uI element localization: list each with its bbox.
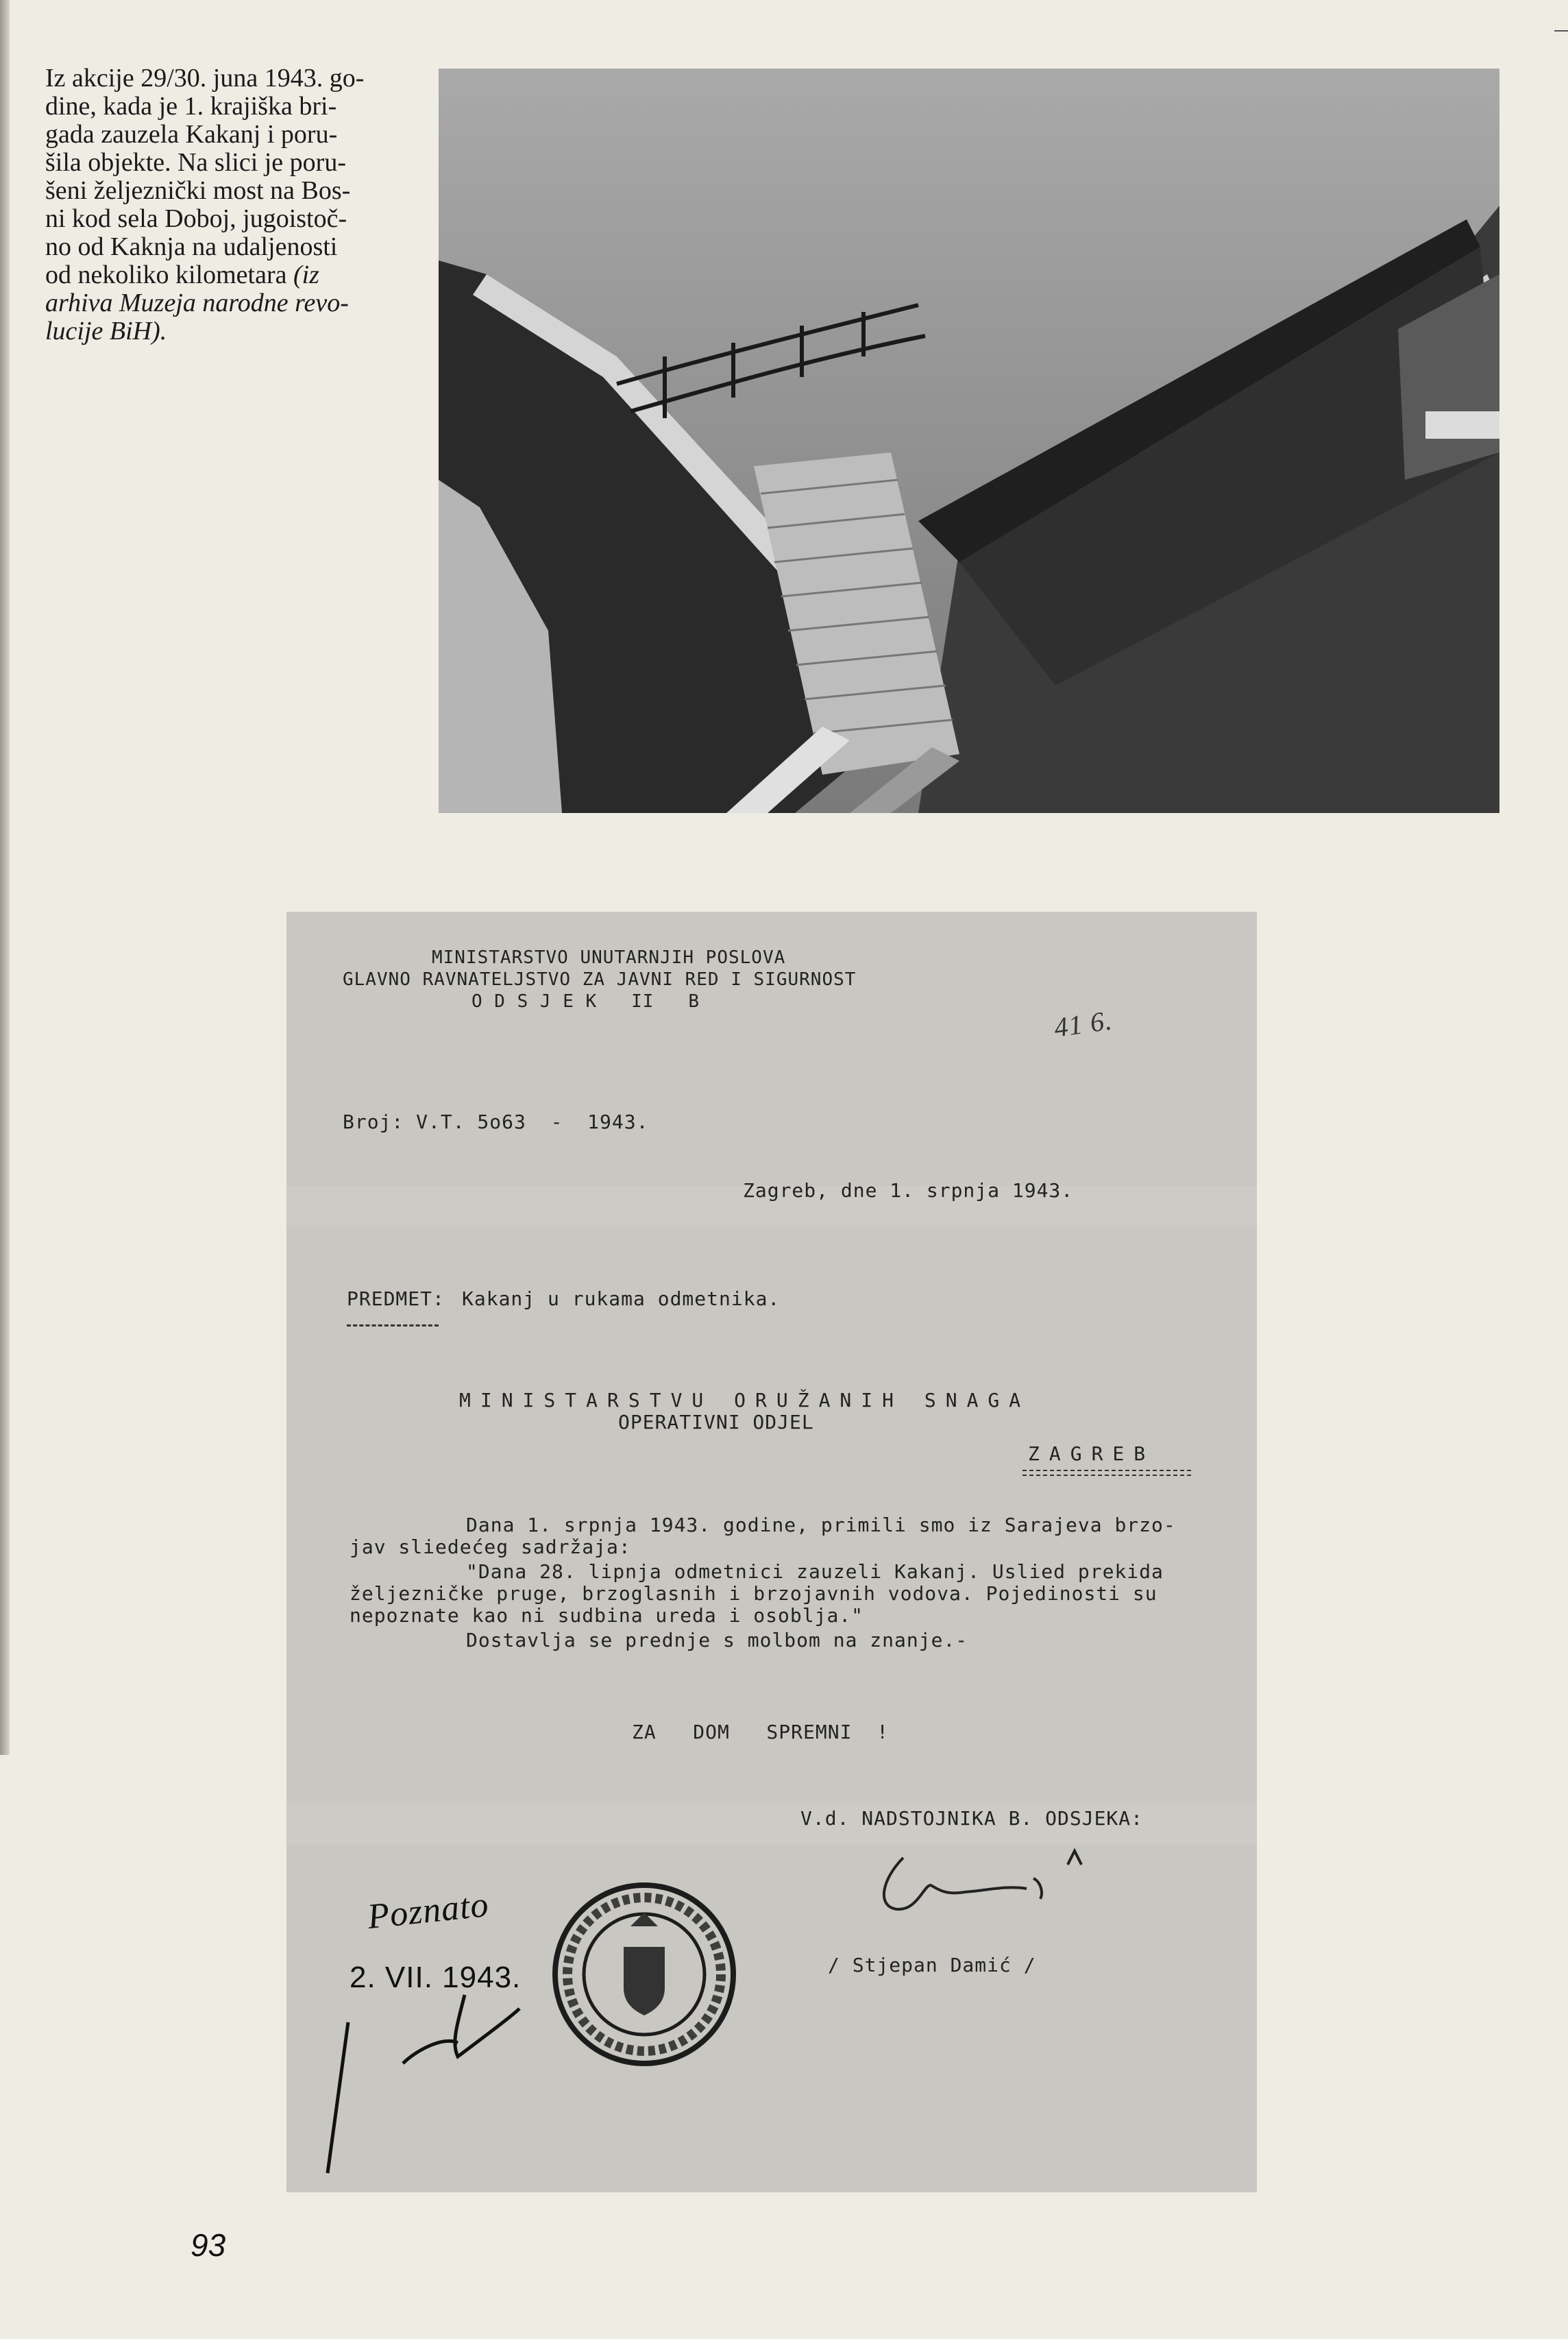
caption-line-text: od nekoliko kilometara — [45, 260, 287, 289]
caption-line: dine, kada je 1. krajiška bri- — [45, 92, 337, 121]
doc-body-line: željezničke pruge, brzoglasnih i brzojavnih vodova. Pojedinosti su — [350, 1582, 1157, 1605]
caption-line: Iz akcije 29/30. juna 1943. go- — [45, 64, 365, 93]
doc-subject: Kakanj u rukama odmetnika. — [462, 1287, 781, 1310]
caption-line: gada zauzela Kakanj i poru- — [45, 120, 338, 149]
caption-source: lucije BiH). — [45, 317, 167, 346]
handwritten-annotation-date: 2. VII. 1943. — [350, 1961, 522, 1994]
caption-line — [45, 261, 415, 289]
doc-recipient-ministry: MINISTARSTVU ORUŽANIH SNAGA — [459, 1389, 1031, 1411]
doc-header-directorate: GLAVNO RAVNATELJSTVO ZA JAVNI RED I SIGURNOST — [343, 969, 857, 990]
handwritten-annotation-word: Poznato — [365, 1884, 491, 1937]
doc-body-line: "Dana 28. lipnja odmetnici zauzeli Kakanj. Uslied prekida — [466, 1560, 1164, 1583]
bridge-photograph — [439, 69, 1499, 813]
city-double-underline — [1022, 1470, 1191, 1476]
page-binding-edge — [0, 0, 10, 1755]
handwritten-signature — [869, 1830, 1116, 1926]
photo-caption — [45, 64, 415, 346]
handwritten-reference: 41 6. — [1052, 1004, 1114, 1043]
page-number: 93 — [191, 2227, 226, 2263]
archival-document — [286, 912, 1257, 2192]
caption-source: arhiva Muzeja narodne revo- — [45, 289, 349, 317]
doc-recipient-city: ZAGREB — [1028, 1442, 1155, 1465]
doc-header-ministry: MINISTARSTVO UNUTARNJIH POSLOVA — [432, 947, 786, 968]
doc-subject-label: PREDMET: — [347, 1287, 445, 1310]
doc-body-line: nepoznate kao ni sudbina ureda i osoblja." — [350, 1604, 864, 1627]
caption-line: šeni željeznički most na Bos- — [45, 176, 351, 205]
caption-source-line — [45, 289, 415, 317]
doc-signatory-title: V.d. NADSTOJNIKA B. ODSJEKA: — [800, 1807, 1144, 1830]
official-stamp-icon — [541, 1871, 747, 2077]
doc-salutation: ZA DOM SPREMNI ! — [632, 1721, 890, 1743]
caption-line: no od Kaknja na udaljenosti — [45, 232, 338, 261]
doc-body-line: Dostavlja se prednje s molbom na znanje.- — [466, 1629, 968, 1651]
caption-line: ni kod sela Doboj, jugoistoč- — [45, 204, 347, 233]
doc-number: Broj: V.T. 5o63 - 1943. — [343, 1111, 649, 1133]
doc-recipient-department: OPERATIVNI ODJEL — [618, 1411, 814, 1433]
handwritten-initials — [286, 1967, 561, 2187]
doc-signatory-name: / Stjepan Damić / — [828, 1954, 1036, 1976]
bridge-photo-illustration — [439, 69, 1499, 813]
doc-body-line: Dana 1. srpnja 1943. godine, primili smo iz Sarajeva brzo- — [466, 1514, 1176, 1536]
doc-header-section: O D S J E K II B — [471, 991, 700, 1012]
caption-line: šila objekte. Na slici je poru- — [45, 148, 346, 177]
subject-underline — [347, 1324, 439, 1326]
caption-source: (iz — [293, 260, 319, 289]
caption-source-line — [45, 317, 415, 346]
doc-body-line: jav sliedećeg sadržaja: — [350, 1536, 631, 1558]
page-corner-mark — [1554, 30, 1568, 32]
doc-date: Zagreb, dne 1. srpnja 1943. — [743, 1179, 1074, 1202]
